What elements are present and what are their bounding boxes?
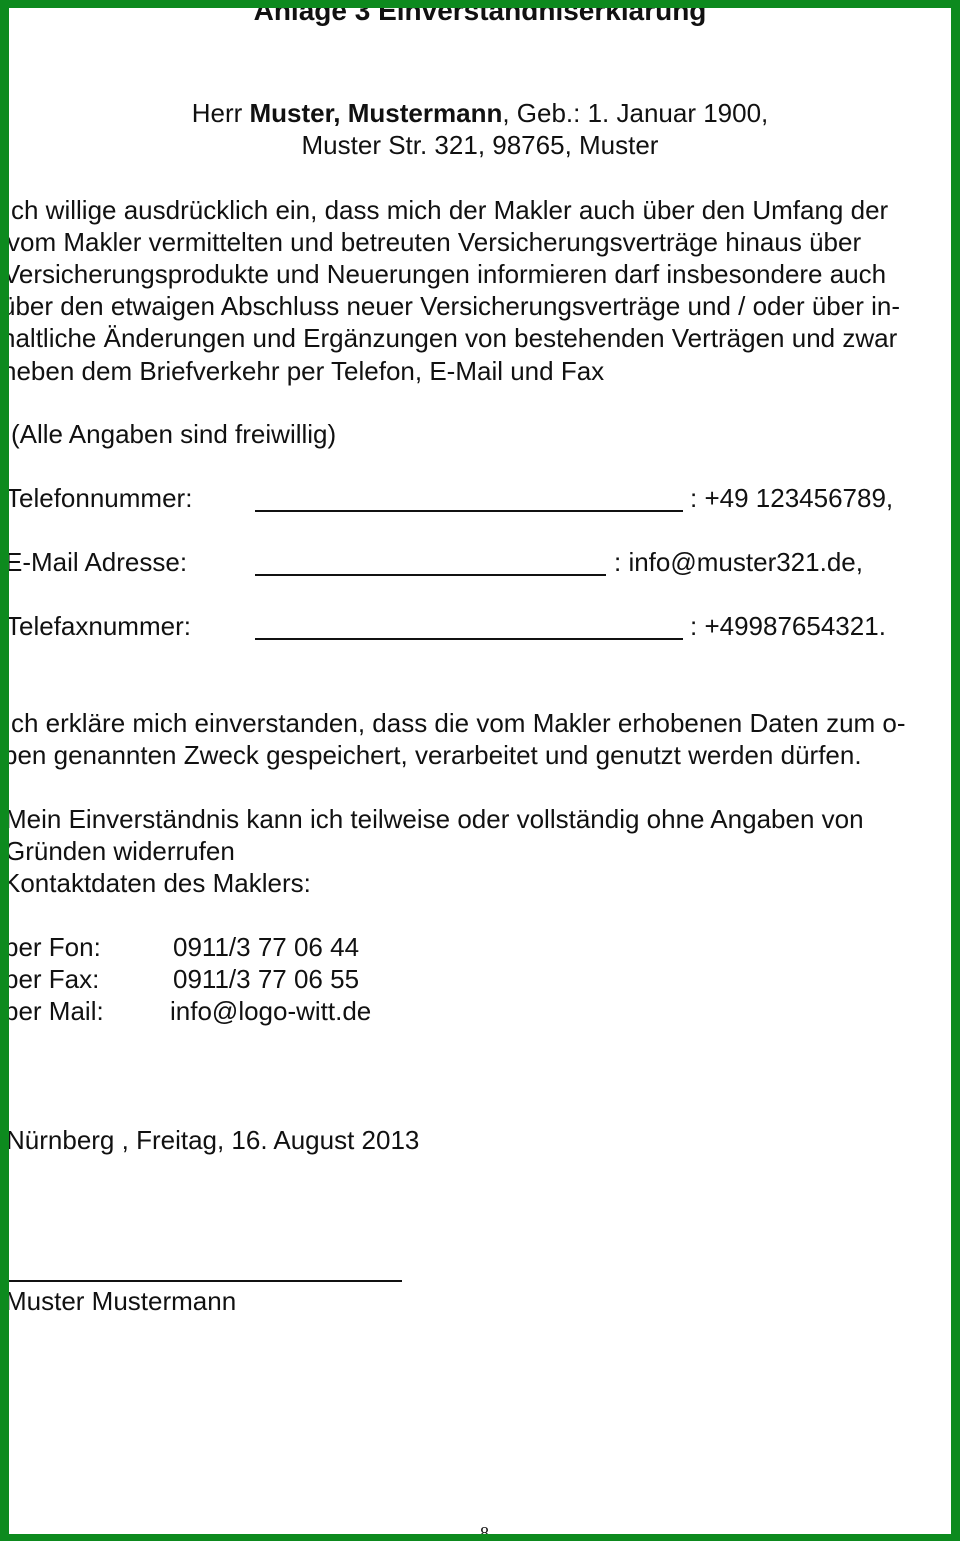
broker-phone-label: per Fon: [4, 932, 101, 962]
consent-line: Versicherungsprodukte und Neuerungen informieren darf insbesondere auch [3, 259, 887, 289]
email-value: : info@muster321.de, [614, 547, 863, 577]
signature-line[interactable] [0, 1280, 402, 1282]
signature-name: Muster Mustermann [5, 1286, 237, 1316]
voluntary-note: (Alle Angaben sind freiwillig) [11, 419, 337, 449]
data-consent-line: ch erkläre mich einverstanden, dass die vom Makler erhobenen Daten zum o- [11, 708, 906, 738]
revocation-line: Mein Einverständnis kann ich teilweise oder vollständig ohne Angaben von [5, 804, 864, 834]
page-number: 8 [480, 1523, 489, 1541]
birth-date: , Geb.: 1. Januar 1900, [502, 98, 769, 128]
fax-input-line[interactable] [255, 638, 683, 640]
broker-contact-heading: Kontaktdaten des Maklers: [3, 868, 311, 898]
phone-value: : +49 123456789, [690, 483, 894, 513]
email-input-line[interactable] [255, 574, 606, 576]
consent-line: vom Makler vermittelten und betreuten Versicherungsverträge hinaus über [7, 227, 862, 257]
fax-label: Telefaxnummer: [6, 611, 191, 641]
phone-label: Telefonnummer: [6, 483, 193, 513]
consent-line: ch willige ausdrücklich ein, dass mich der Makler auch über den Umfang der [11, 195, 889, 225]
place-date: Nürnberg , Freitag, 16. August 2013 [6, 1125, 420, 1155]
broker-mail-value[interactable]: info@logo-witt.de [170, 996, 372, 1026]
broker-fax-value: 0911/3 77 06 55 [173, 964, 360, 994]
consent-line: über den etwaigen Abschluss neuer Versicherungsverträge und / oder über in- [1, 291, 901, 321]
data-consent-line: ben genannten Zweck gespeichert, verarbeitet und genutzt werden dürfen. [3, 740, 862, 770]
person-line [0, 97, 960, 129]
salutation: Herr [191, 98, 243, 128]
consent-line: haltliche Änderungen und Ergänzungen von bestehenden Verträgen und zwar [1, 323, 898, 353]
broker-fax-label: per Fax: [4, 964, 100, 994]
person-address: Muster Str. 321, 98765, Muster [301, 130, 659, 160]
fax-value: : +49987654321. [690, 611, 886, 641]
person-name: Muster, Mustermann [249, 98, 503, 128]
broker-mail-label: per Mail: [4, 996, 104, 1026]
email-label: E-Mail Adresse: [5, 547, 188, 577]
revocation-line: Gründen widerrufen [5, 836, 235, 866]
document-title: Anlage 3 Einverständniserklärung [253, 0, 707, 26]
consent-line: neben dem Briefverkehr per Telefon, E-Mail und Fax [2, 356, 605, 386]
broker-phone-value: 0911/3 77 06 44 [173, 932, 360, 962]
phone-input-line[interactable] [255, 510, 683, 512]
